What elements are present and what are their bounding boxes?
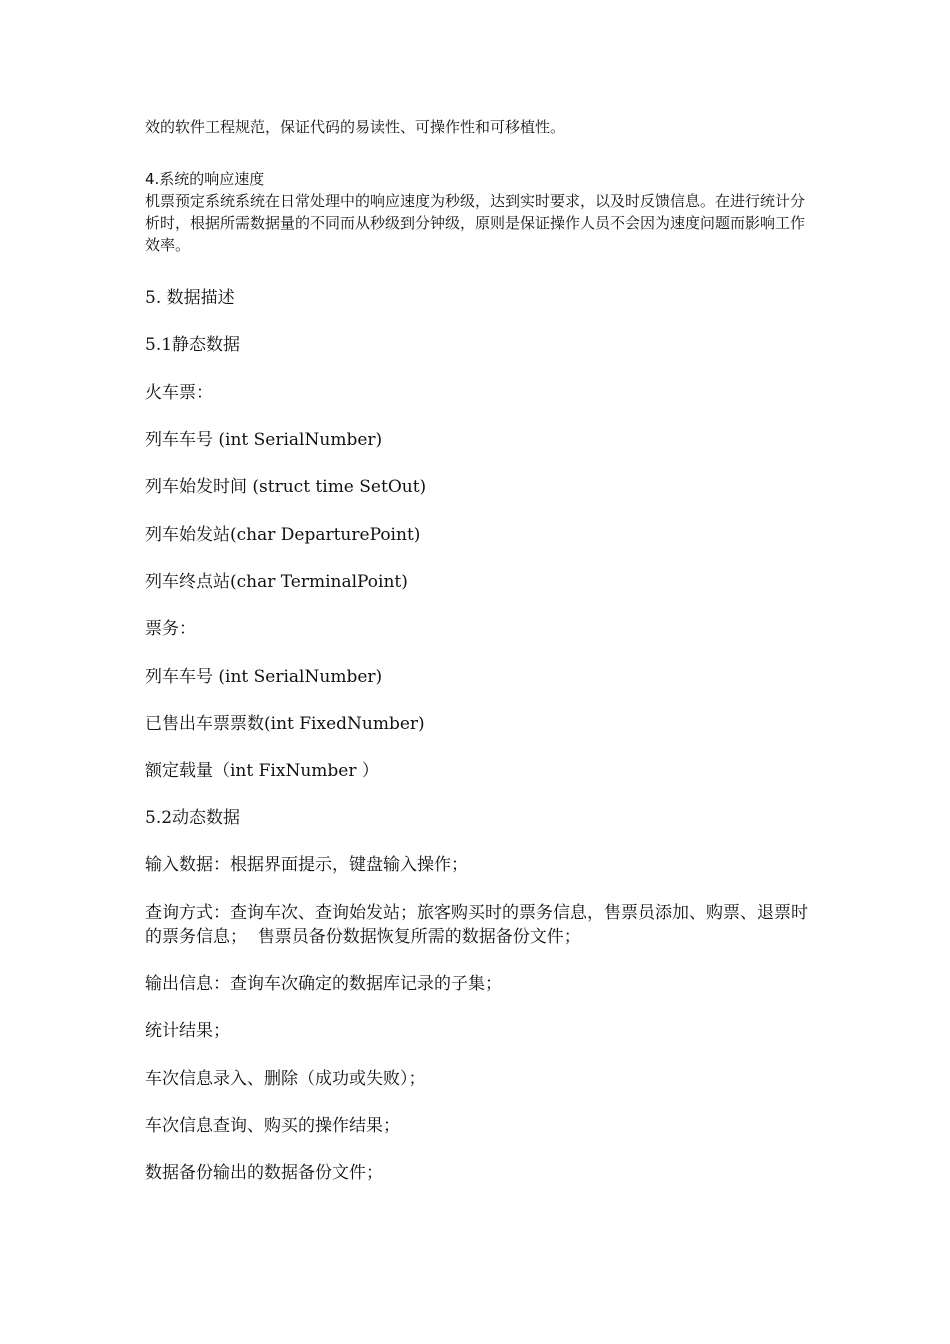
output-info-text: 输出信息：查询车次确定的数据库记录的子集； xyxy=(145,974,502,994)
backup-file-text: 数据备份输出的数据备份文件； xyxy=(145,1163,383,1183)
train-terminal-field: 列车终点站(char TerminalPoint) xyxy=(145,572,408,592)
input-data-text: 输入数据：根据界面提示，键盘输入操作； xyxy=(145,855,468,875)
response-heading: 4.系统的响应速度 xyxy=(145,170,265,188)
dynamic-data-title: 5.2动态数据 xyxy=(145,808,241,828)
query-purchase-text: 车次信息查询、购买的操作结果； xyxy=(145,1116,400,1136)
train-serial-field: 列车车号 (int SerialNumber) xyxy=(145,430,383,450)
train-departure-field: 列车始发站(char DeparturePoint) xyxy=(145,525,421,545)
train-ticket-label: 火车票： xyxy=(145,383,213,403)
train-setout-field: 列车始发时间 (struct time SetOut) xyxy=(145,477,427,497)
response-body-text: 机票预定系统系统在日常处理中的响应速度为秒级，达到实时要求，以及时反馈信息。在进行统计分析时，根据所需数据量的不同而从秒级到分钟级，原则是保证操作人员不会因为速度问题而影响工作效率。 xyxy=(145,192,806,254)
intro-tail-text: 效的软件工程规范，保证代码的易读性、可操作性和可移植性。 xyxy=(145,118,566,136)
affairs-fix-number-field: 额定载量（int FixNumber ） xyxy=(145,761,379,781)
stats-result-text: 统计结果； xyxy=(145,1021,230,1041)
ticket-affairs-label: 票务： xyxy=(145,619,196,639)
query-mode-text: 查询方式：查询车次、查询始发站；旅客购买时的票务信息，售票员添加、购票、退票时的票务信息； 售票员备份数据恢复所需的数据备份文件； xyxy=(145,903,808,947)
affairs-serial-field: 列车车号 (int SerialNumber) xyxy=(145,667,383,687)
section-5-title: 5. 数据描述 xyxy=(145,288,235,308)
affairs-fixed-number-field: 已售出车票票数(int FixedNumber) xyxy=(145,714,425,734)
entry-delete-text: 车次信息录入、删除（成功或失败）； xyxy=(145,1069,426,1089)
static-data-title: 5.1静态数据 xyxy=(145,335,241,355)
